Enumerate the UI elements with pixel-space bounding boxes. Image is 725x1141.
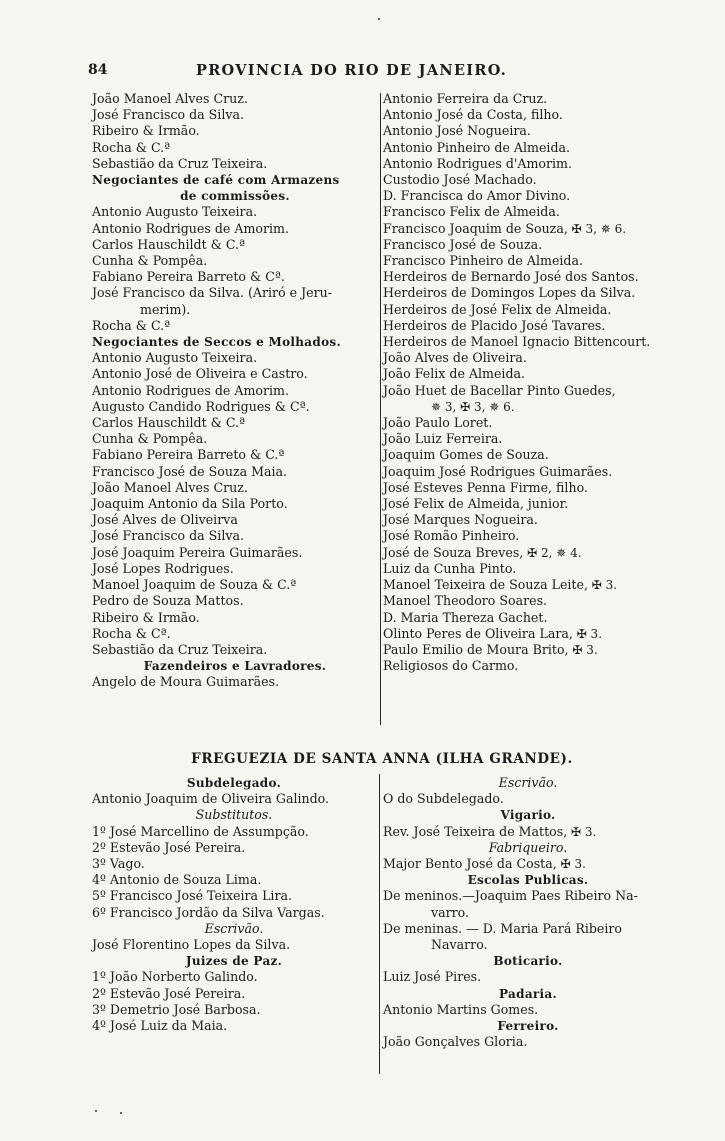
order-decoration-icon: ✠ 3, ✵ 6. bbox=[567, 221, 627, 236]
entry-text: Antonio Rodrigues d'Amorim. bbox=[383, 155, 572, 171]
right-column-entry bbox=[383, 626, 673, 642]
section-right-entry bbox=[383, 791, 673, 807]
section-right-subheading bbox=[383, 840, 673, 856]
entry-text: Francisco José de Souza. bbox=[383, 236, 543, 252]
entry-text: José Esteves Penna Firme, filho. bbox=[383, 479, 588, 495]
entry-text: Antonio Pinheiro de Almeida. bbox=[383, 139, 571, 155]
left-column-entry bbox=[92, 204, 378, 220]
left-column-entry bbox=[92, 269, 378, 285]
section-left-entry bbox=[92, 791, 376, 807]
entry-text: 1º José Marcellino de Assumpção. bbox=[92, 823, 309, 839]
left-column-entry bbox=[92, 431, 378, 447]
section-left-entry bbox=[92, 872, 376, 888]
left-column-heading bbox=[92, 172, 378, 188]
left-column-entry bbox=[92, 156, 378, 172]
running-header bbox=[88, 62, 578, 84]
order-decoration-icon: ✠ 3. bbox=[568, 642, 598, 657]
order-decoration-icon: ✠ 2, ✵ 4. bbox=[523, 545, 582, 560]
entry-text: José Lopes Rodrigues. bbox=[92, 560, 234, 576]
section-left-heading bbox=[92, 775, 376, 791]
entry-text: Manoel Teixeira de Souza Leite, bbox=[383, 577, 588, 593]
left-column-entry bbox=[92, 528, 378, 544]
right-column-entry bbox=[383, 237, 673, 253]
left-column-entry bbox=[92, 366, 378, 382]
entry-text: Luiz da Cunha Pinto. bbox=[383, 560, 517, 576]
order-decoration-icon: ✠ 3. bbox=[587, 578, 618, 593]
entry-text: Antonio Rodrigues de Amorim. bbox=[92, 220, 289, 236]
section-left-column bbox=[92, 775, 376, 1034]
right-column-entry bbox=[383, 140, 673, 156]
left-column-heading bbox=[92, 658, 378, 674]
entry-text: Herdeiros de Placido José Tavares. bbox=[383, 317, 606, 333]
right-column-entry bbox=[383, 399, 673, 415]
right-column-entry bbox=[383, 593, 673, 609]
section-right-entry bbox=[383, 888, 673, 904]
speck bbox=[95, 1110, 97, 1112]
right-column-entry bbox=[383, 156, 673, 172]
section-column-divider bbox=[379, 774, 380, 1074]
entry-text: João Paulo Loret. bbox=[383, 415, 493, 431]
left-column-entry bbox=[92, 577, 378, 593]
entry-text: Navarro. bbox=[431, 937, 488, 953]
left-column-entry bbox=[92, 512, 378, 528]
entry-text: Carlos Hauschildt & C.ª bbox=[92, 415, 246, 431]
entry-text: Negociantes de café com Armazens bbox=[92, 173, 340, 188]
entry-text: Antonio Joaquim de Oliveira Galindo. bbox=[92, 791, 330, 807]
entry-text: Custodio José Machado. bbox=[383, 172, 537, 188]
section-left-entry bbox=[92, 856, 376, 872]
right-column-entry bbox=[383, 415, 673, 431]
left-column-entry bbox=[92, 302, 378, 318]
entry-text: Francisco Pinheiro de Almeida. bbox=[383, 253, 584, 269]
entry-text: João Luiz Ferreira. bbox=[383, 431, 503, 447]
left-column-entry bbox=[92, 237, 378, 253]
entry-text: 5º Francisco José Teixeira Lira. bbox=[92, 888, 292, 904]
entry-text: O do Subdelegado. bbox=[383, 791, 504, 807]
left-column-entry bbox=[92, 107, 378, 123]
right-column-entry bbox=[383, 269, 673, 285]
left-column-entry bbox=[92, 464, 378, 480]
speck bbox=[378, 18, 380, 20]
entry-text: José Felix de Almeida, junior. bbox=[383, 496, 569, 512]
left-column-entry bbox=[92, 253, 378, 269]
entry-text: José Francisco da Silva. bbox=[92, 528, 244, 544]
entry-text: Substitutos. bbox=[195, 807, 273, 823]
speck bbox=[120, 1112, 122, 1114]
left-column-entry bbox=[92, 318, 378, 334]
entry-text: Cunha & Pompêa. bbox=[92, 253, 208, 269]
entry-text: Antonio Augusto Teixeira. bbox=[92, 350, 258, 366]
right-column-entry bbox=[383, 610, 673, 626]
entry-text: 3º Vago. bbox=[92, 856, 145, 872]
entry-text: Francisco Felix de Almeida. bbox=[383, 204, 560, 220]
running-title: PROVINCIA DO RIO DE JANEIRO. bbox=[196, 62, 508, 79]
entry-text: 3º Demetrio José Barbosa. bbox=[92, 1001, 261, 1017]
entry-text: Negociantes de Seccos e Molhados. bbox=[92, 335, 341, 350]
entry-text: João Manoel Alves Cruz. bbox=[92, 479, 248, 495]
left-column-entry bbox=[92, 642, 378, 658]
entry-text: José Joaquim Pereira Guimarães. bbox=[92, 544, 303, 560]
column-divider bbox=[380, 93, 381, 725]
entry-text: João Alves de Oliveira. bbox=[383, 350, 527, 366]
entry-text: Joaquim José Rodrigues Guimarães. bbox=[383, 463, 613, 479]
section-right-heading bbox=[383, 1018, 673, 1034]
section-right-entry bbox=[383, 937, 673, 953]
entry-text: Escrivão. bbox=[498, 775, 558, 790]
entry-text: merim). bbox=[140, 301, 191, 317]
entry-text: Vigario. bbox=[500, 808, 556, 823]
right-column-entry bbox=[383, 496, 673, 512]
entry-text: Herdeiros de Domingos Lopes da Silva. bbox=[383, 285, 636, 301]
entry-text: Fabiano Pereira Barreto & Cª. bbox=[92, 269, 285, 285]
entry-text: Ribeiro & Irmão. bbox=[92, 609, 200, 625]
order-decoration-icon: ✠ 3. bbox=[567, 824, 597, 839]
right-column-entry bbox=[383, 221, 673, 237]
entry-text: De meninas. — D. Maria Pará Ribeiro bbox=[383, 920, 622, 936]
section-right-heading bbox=[383, 953, 673, 969]
left-column-entry bbox=[92, 610, 378, 626]
section-right-entry bbox=[383, 969, 673, 985]
right-column-entry bbox=[383, 350, 673, 366]
right-column-entry bbox=[383, 431, 673, 447]
entry-text: José Alves de Oliveirva bbox=[92, 512, 238, 528]
entry-text: Antonio Martins Gomes. bbox=[383, 1001, 539, 1017]
entry-text: Angelo de Moura Guimarães. bbox=[92, 674, 280, 690]
left-column-listing bbox=[92, 91, 378, 691]
entry-text: Antonio José da Costa, filho. bbox=[383, 107, 563, 123]
entry-text: José Francisco da Silva. bbox=[92, 107, 244, 123]
entry-text: 4º José Luiz da Maia. bbox=[92, 1018, 228, 1034]
left-column-entry bbox=[92, 221, 378, 237]
right-column-entry bbox=[383, 366, 673, 382]
left-column-entry bbox=[92, 674, 378, 690]
right-column-entry bbox=[383, 172, 673, 188]
section-left-entry bbox=[92, 905, 376, 921]
right-column-entry bbox=[383, 318, 673, 334]
section-right-entry bbox=[383, 921, 673, 937]
entry-text: Joaquim Antonio da Sila Porto. bbox=[92, 496, 288, 512]
section-left-subheading bbox=[92, 807, 376, 823]
left-column-entry bbox=[92, 447, 378, 463]
entry-text: de commissões. bbox=[180, 189, 290, 204]
section-right-entry bbox=[383, 1002, 673, 1018]
right-column-entry bbox=[383, 285, 673, 301]
right-column-entry bbox=[383, 123, 673, 139]
right-column-entry bbox=[383, 561, 673, 577]
entry-text: varro. bbox=[431, 904, 470, 920]
entry-text: Antonio José Nogueira. bbox=[383, 123, 531, 139]
right-column-entry bbox=[383, 334, 673, 350]
left-column-entry bbox=[92, 285, 378, 301]
left-column-entry bbox=[92, 415, 378, 431]
entry-text: Subdelegado. bbox=[186, 776, 282, 790]
entry-text: Joaquim Gomes de Souza. bbox=[383, 447, 549, 463]
section-left-entry bbox=[92, 986, 376, 1002]
section-left-entry bbox=[92, 888, 376, 904]
right-column-entry bbox=[383, 464, 673, 480]
entry-text: João Huet de Bacellar Pinto Guedes, bbox=[383, 382, 616, 398]
entry-text: Ribeiro & Irmão. bbox=[92, 123, 200, 139]
left-column-entry bbox=[92, 399, 378, 415]
entry-text: D. Maria Thereza Gachet. bbox=[383, 609, 548, 625]
entry-text: Herdeiros de José Felix de Almeida. bbox=[383, 301, 612, 317]
section-right-column bbox=[383, 775, 673, 1050]
section-right-entry bbox=[383, 824, 673, 840]
section-left-entry bbox=[92, 840, 376, 856]
entry-text: De meninos.—Joaquim Paes Ribeiro Na- bbox=[383, 888, 638, 904]
entry-text: 6º Francisco Jordão da Silva Vargas. bbox=[92, 904, 325, 920]
left-column-entry bbox=[92, 383, 378, 399]
section-left-entry bbox=[92, 824, 376, 840]
page-number: 84 bbox=[88, 62, 108, 78]
order-decoration-icon: ✵ 3, ✠ 3, ✵ 6. bbox=[431, 399, 515, 414]
section-right-entry bbox=[383, 1034, 673, 1050]
right-column-listing bbox=[383, 91, 673, 674]
entry-text: Rocha & C.ª bbox=[92, 317, 171, 333]
right-column-entry bbox=[383, 642, 673, 658]
entry-text: Antonio Ferreira da Cruz. bbox=[383, 91, 548, 106]
entry-text: José de Souza Breves, bbox=[383, 544, 524, 560]
left-column-entry bbox=[92, 91, 378, 107]
left-column-entry bbox=[92, 480, 378, 496]
right-column-entry bbox=[383, 204, 673, 220]
entry-text: Herdeiros de Manoel Ignacio Bittencourt. bbox=[383, 334, 651, 350]
right-column-entry bbox=[383, 302, 673, 318]
entry-text: Boticario. bbox=[493, 954, 563, 969]
entry-text: 1º João Norberto Galindo. bbox=[92, 969, 258, 985]
right-column-entry bbox=[383, 253, 673, 269]
entry-text: Cunha & Pompêa. bbox=[92, 431, 208, 447]
section-right-subheading bbox=[383, 775, 673, 791]
entry-text: João Manoel Alves Cruz. bbox=[92, 91, 248, 106]
entry-text: Carlos Hauschildt & C.ª bbox=[92, 236, 246, 252]
left-column-entry bbox=[92, 593, 378, 609]
entry-text: Antonio José de Oliveira e Castro. bbox=[92, 366, 308, 382]
left-column-entry bbox=[92, 350, 378, 366]
entry-text: Antonio Rodrigues de Amorim. bbox=[92, 382, 289, 398]
section-left-entry bbox=[92, 937, 376, 953]
order-decoration-icon: ✠ 3. bbox=[572, 626, 603, 641]
entry-text: José Francisco da Silva. (Ariró e Jeru- bbox=[92, 285, 333, 301]
entry-text: Olinto Peres de Oliveira Lara, bbox=[383, 625, 573, 641]
left-column-entry bbox=[92, 545, 378, 561]
entry-text: Francisco José de Souza Maia. bbox=[92, 463, 288, 479]
entry-text: Sebastião da Cruz Teixeira. bbox=[92, 155, 268, 171]
entry-text: Antonio Augusto Teixeira. bbox=[92, 204, 258, 220]
entry-text: Fazendeiros e Lavradores. bbox=[143, 659, 327, 674]
right-column-entry bbox=[383, 512, 673, 528]
section-title: FREGUEZIA DE SANTA ANNA (ILHA GRANDE). bbox=[191, 751, 573, 767]
entry-text: Religiosos do Carmo. bbox=[383, 658, 519, 674]
right-column-entry bbox=[383, 480, 673, 496]
section-right-heading bbox=[383, 872, 673, 888]
section-right-heading bbox=[383, 986, 673, 1002]
order-decoration-icon: ✠ 3. bbox=[556, 857, 586, 872]
entry-text: Ferreiro. bbox=[497, 1019, 559, 1034]
entry-text: João Felix de Almeida. bbox=[383, 366, 526, 382]
section-right-heading bbox=[383, 807, 673, 823]
left-column-entry bbox=[92, 626, 378, 642]
entry-text: Escolas Publicas. bbox=[467, 873, 589, 888]
left-column-heading bbox=[92, 188, 378, 204]
left-column-entry bbox=[92, 140, 378, 156]
entry-text: Manoel Theodoro Soares. bbox=[383, 593, 548, 609]
entry-text: D. Francisca do Amor Divino. bbox=[383, 188, 571, 204]
right-column-entry bbox=[383, 545, 673, 561]
section-left-entry bbox=[92, 969, 376, 985]
entry-text: Rocha & C.ª bbox=[92, 139, 171, 155]
left-column-entry bbox=[92, 496, 378, 512]
entry-text: Major Bento José da Costa, bbox=[383, 856, 557, 872]
right-column-entry bbox=[383, 107, 673, 123]
entry-text: Rocha & Cª. bbox=[92, 625, 171, 641]
entry-text: Fabriqueiro. bbox=[488, 839, 568, 855]
left-column-heading bbox=[92, 334, 378, 350]
entry-text: José Romão Pinheiro. bbox=[383, 528, 520, 544]
section-left-heading bbox=[92, 953, 376, 969]
section-right-entry bbox=[383, 856, 673, 872]
section-left-entry bbox=[92, 1002, 376, 1018]
entry-text: Luiz José Pires. bbox=[383, 969, 482, 985]
entry-text: Rev. José Teixeira de Mattos, bbox=[383, 823, 568, 839]
right-column-entry bbox=[383, 188, 673, 204]
right-column-entry bbox=[383, 447, 673, 463]
entry-text: 2º Estevão José Pereira. bbox=[92, 839, 246, 855]
section-left-subheading bbox=[92, 921, 376, 937]
entry-text: Sebastião da Cruz Teixeira. bbox=[92, 641, 268, 657]
entry-text: Escrivão. bbox=[204, 920, 264, 936]
entry-text: José Florentino Lopes da Silva. bbox=[92, 937, 291, 953]
entry-text: Manoel Joaquim de Souza & C.ª bbox=[92, 577, 297, 593]
entry-text: Paulo Emilio de Moura Brito, bbox=[383, 641, 569, 657]
section-right-entry bbox=[383, 905, 673, 921]
entry-text: Augusto Candido Rodrigues & Cª. bbox=[92, 398, 310, 414]
left-column-entry bbox=[92, 561, 378, 577]
entry-text: Pedro de Souza Mattos. bbox=[92, 593, 244, 609]
entry-text: 2º Estevão José Pereira. bbox=[92, 985, 246, 1001]
entry-text: Francisco Joaquim de Souza, bbox=[383, 220, 568, 236]
entry-text: Juizes de Paz. bbox=[185, 954, 283, 969]
right-column-entry bbox=[383, 577, 673, 593]
entry-text: José Marques Nogueira. bbox=[383, 512, 538, 528]
right-column-entry bbox=[383, 658, 673, 674]
entry-text: Padaria. bbox=[499, 986, 557, 1001]
entry-text: João Gonçalves Gloria. bbox=[383, 1034, 528, 1050]
right-column-entry bbox=[383, 383, 673, 399]
right-column-entry bbox=[383, 528, 673, 544]
right-column-entry bbox=[383, 91, 673, 107]
entry-text: Fabiano Pereira Barreto & C.ª bbox=[92, 447, 285, 463]
entry-text: 4º Antonio de Souza Lima. bbox=[92, 872, 262, 888]
left-column-entry bbox=[92, 123, 378, 139]
entry-text: Herdeiros de Bernardo José dos Santos. bbox=[383, 269, 639, 285]
section-left-entry bbox=[92, 1018, 376, 1034]
